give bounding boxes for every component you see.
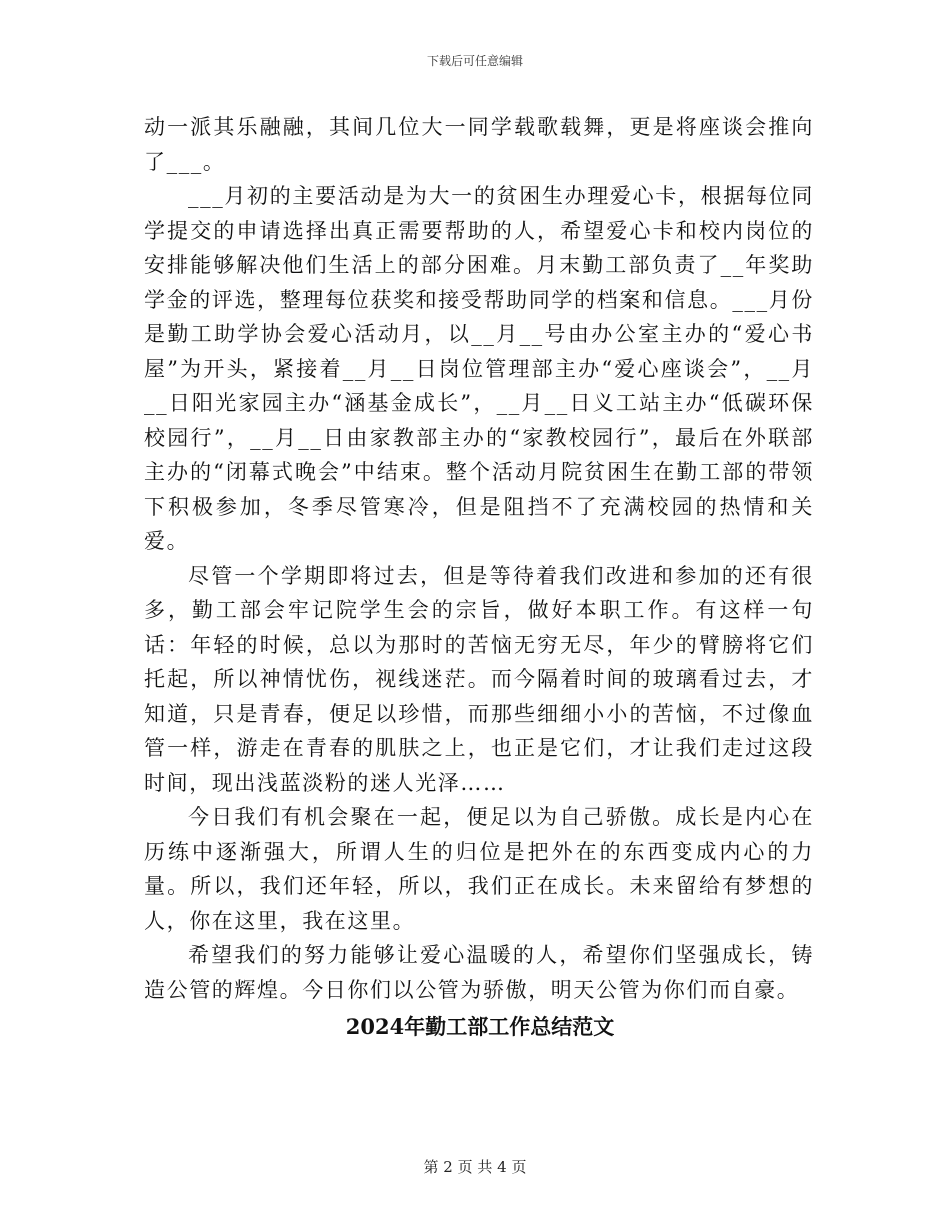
page-number: 第 2 页 共 4 页 [423,1158,527,1176]
paragraph-monthly-activities: ___月初的主要活动是为大一的贫困生办理爱心卡，根据每位同学提交的申请选择出真正需要帮助的人，希望爱心卡和校内岗位的安排能够解决他们生活上的部分困难。月末勤工部负责了__年奖助学金的评选，整理每位获奖和接受帮助同学的档案和信息。___月份是勤工助学协会爱心活动月，以__月__号由办公室主办的“爱心书屋”为开头，紧接着__月__日岗位管理部主办“爱心座谈会”，__月__日阳光家园主办“涵基金成长”，__月__日义工站主办“低碳环保校园行”，__月__日由家教部主办的“家教校园行”，最后在外联部主办的“闭幕式晚会”中结束。整个活动月院贫困生在勤工部的带领下积极参加，冬季尽管寒冷，但是阻挡不了充满校园的热情和关爱。 [144,184,814,553]
section-title: 2024年勤工部工作总结范文 [345,1014,615,1039]
page-header-note: 下载后可任意编辑 [426,54,523,68]
paragraph-closing-wish: 希望我们的努力能够让爱心温暖的人，希望你们坚强成长，铸造公管的辉煌。今日你们以公管为骄傲，明天公管为你们而自豪。 [144,943,814,1002]
paragraph-growth: 今日我们有机会聚在一起，便足以为自己骄傲。成长是内心在历练中逐渐强大，所谓人生的归位是把外在的东西变成内心的力量。所以，我们还年轻，所以，我们正在成长。未来留给有梦想的人，你在这里，我在这里。 [144,805,814,933]
paragraph-continuation: 动一派其乐融融，其间几位大一同学载歌载舞，更是将座谈会推向了___。 [144,115,814,174]
document-body [144,110,814,1044]
paragraph-semester-reflection: 尽管一个学期即将过去，但是等待着我们改进和参加的还有很多，勤工部会牢记院学生会的宗旨，做好本职工作。有这样一句话：年轻的时候，总以为那时的苦恼无穷无尽，年少的臂膀将它们托起，所以神情忧伤，视线迷茫。而今隔着时间的玻璃看过去，才知道，只是青春，便足以珍惜，而那些细细小小的苦恼，不过像血管一样，游走在青春的肌肤之上，也正是它们，才让我们走过这段时间，现出浅蓝淡粉的迷人光泽…… [144,563,814,795]
